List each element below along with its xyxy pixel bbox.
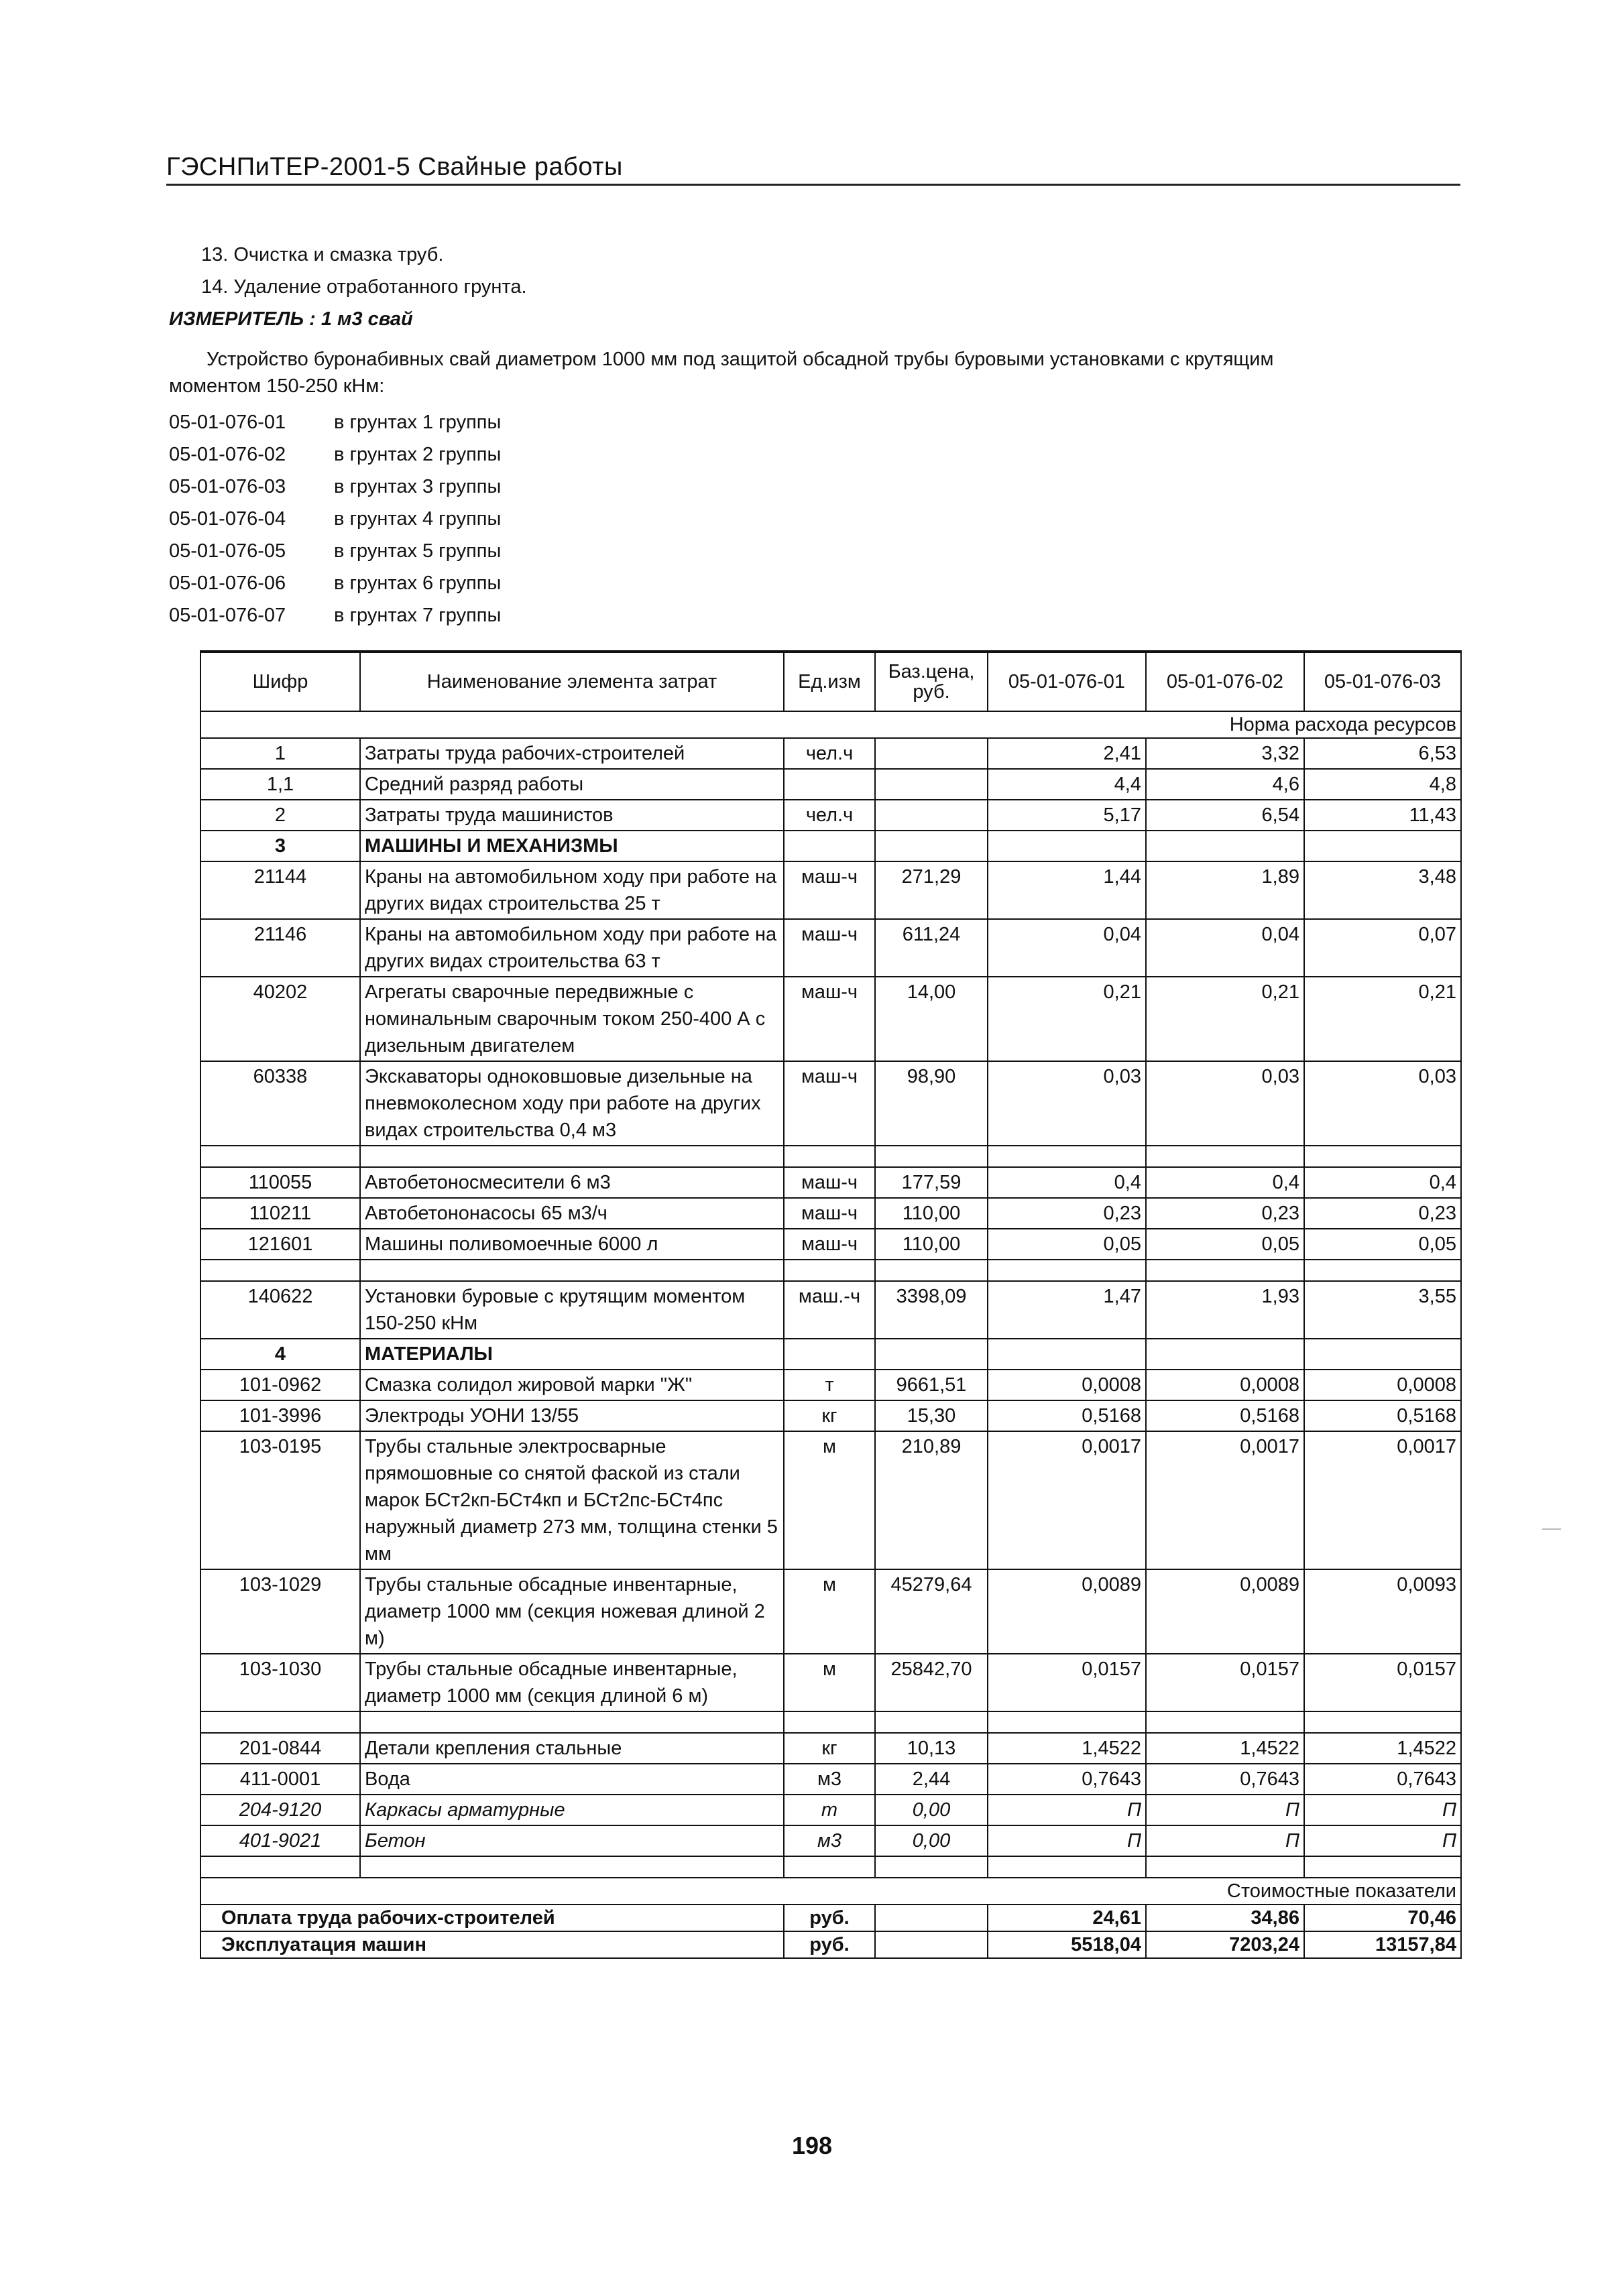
cell-value-1: 0,7643: [988, 1764, 1146, 1795]
spacer-cell: [200, 1146, 360, 1167]
cell-price: 210,89: [875, 1431, 988, 1569]
table-row: [200, 800, 1461, 831]
cell-price: [875, 738, 988, 769]
step-14: 14. Удаление отработанного грунта.: [201, 276, 527, 298]
cell-name: Каркасы арматурные: [360, 1795, 784, 1825]
cell-price: [875, 831, 988, 861]
cell-price: [875, 800, 988, 831]
cell-value-2: 3,32: [1146, 738, 1304, 769]
code: 05-01-076-05: [169, 540, 286, 562]
code: 05-01-076-03: [169, 476, 286, 497]
cell-value-1: 2,41: [988, 738, 1146, 769]
spacer-cell: [200, 1856, 360, 1878]
cell-shifr: 110055: [200, 1167, 360, 1198]
cell-shifr: 101-0962: [200, 1370, 360, 1400]
cell-unit: м3: [784, 1825, 875, 1856]
spacer-cell: [360, 1146, 784, 1167]
cell-value-1: 1,47: [988, 1281, 1146, 1339]
cell-value-3: 4,8: [1304, 769, 1461, 800]
cell-unit: м: [784, 1569, 875, 1654]
cell-price: 10,13: [875, 1733, 988, 1764]
code: 05-01-076-06: [169, 572, 286, 594]
cell-name: Установки буровые с крутящим моментом 150-250 кНм: [360, 1281, 784, 1339]
code-list-item: [169, 406, 1462, 438]
cell-shifr: 204-9120: [200, 1795, 360, 1825]
cost-price-empty: [875, 1905, 988, 1931]
cell-unit: м3: [784, 1764, 875, 1795]
cell-price: 2,44: [875, 1764, 988, 1795]
cell-unit: м: [784, 1431, 875, 1569]
cell-shifr: 140622: [200, 1281, 360, 1339]
cell-name: Электроды УОНИ 13/55: [360, 1400, 784, 1431]
cell-value-3: 0,23: [1304, 1198, 1461, 1229]
cell-value-2: П: [1146, 1795, 1304, 1825]
cell-shifr: 103-1029: [200, 1569, 360, 1654]
code-list-item: [169, 567, 1462, 599]
header-code-3: 05-01-076-03: [1304, 652, 1461, 711]
cell-price: 15,30: [875, 1400, 988, 1431]
code-label: в грунтах 7 группы: [334, 605, 502, 626]
cell-value-2: 4,6: [1146, 769, 1304, 800]
cost-name: Эксплуатация машин: [200, 1931, 784, 1958]
cell-name: Средний разряд работы: [360, 769, 784, 800]
cell-name: Экскаваторы одноковшовые дизельные на пневмоколесном ходу при работе на других видах строительства 0,4 м3: [360, 1061, 784, 1146]
cell-value-3: 0,0093: [1304, 1569, 1461, 1654]
cell-name: Краны на автомобильном ходу при работе на других видах строительства 25 т: [360, 861, 784, 919]
code-label: в грунтах 5 группы: [334, 540, 502, 562]
cell-shifr: 3: [200, 831, 360, 861]
cell-value-3: 6,53: [1304, 738, 1461, 769]
cell-name: Трубы стальные обсадные инвентарные, диаметр 1000 мм (секция длиной 6 м): [360, 1654, 784, 1711]
cell-value-3: 0,07: [1304, 919, 1461, 977]
cost-value-2: 34,86: [1146, 1905, 1304, 1931]
table-header-row: [200, 652, 1461, 711]
cell-value-1: 1,44: [988, 861, 1146, 919]
cell-value-2: 1,4522: [1146, 1733, 1304, 1764]
cell-unit: маш-ч: [784, 861, 875, 919]
cell-shifr: 21144: [200, 861, 360, 919]
header-code-2: 05-01-076-02: [1146, 652, 1304, 711]
table-row: [200, 977, 1461, 1061]
code: 05-01-076-07: [169, 605, 286, 626]
cell-name: Вода: [360, 1764, 784, 1795]
cell-shifr: 110211: [200, 1198, 360, 1229]
cell-shifr: 101-3996: [200, 1400, 360, 1431]
cell-value-3: [1304, 1339, 1461, 1370]
code-list-item: [169, 471, 1462, 503]
header-unit: Ед.изм: [784, 652, 875, 711]
code: 05-01-076-04: [169, 508, 286, 530]
spacer-cell: [1304, 1260, 1461, 1281]
cell-name: Трубы стальные электросварные прямошовные со снятой фаской из стали марок БСт2кп-БСт4кп и БСт2пс-БСт4пс наружный диаметр 273 мм, толщина стенки 5 мм: [360, 1431, 784, 1569]
step-13: 13. Очистка и смазка труб.: [201, 244, 444, 265]
cell-shifr: 60338: [200, 1061, 360, 1146]
cell-price: 0,00: [875, 1825, 988, 1856]
cost-row: [200, 1905, 1461, 1931]
cell-shifr: 4: [200, 1339, 360, 1370]
cell-value-2: 0,7643: [1146, 1764, 1304, 1795]
cell-value-2: 6,54: [1146, 800, 1304, 831]
header-name: Наименование элемента затрат: [360, 652, 784, 711]
cell-price: 3398,09: [875, 1281, 988, 1339]
cell-value-1: П: [988, 1825, 1146, 1856]
spacer-cell: [988, 1260, 1146, 1281]
cell-shifr: 411-0001: [200, 1764, 360, 1795]
measure-unit: ИЗМЕРИТЕЛЬ : 1 м3 свай: [169, 308, 413, 330]
cell-value-2: П: [1146, 1825, 1304, 1856]
cost-label-row: [200, 1878, 1461, 1905]
spacer-cell: [784, 1146, 875, 1167]
spacer-cell: [200, 1260, 360, 1281]
cell-unit: маш-ч: [784, 1198, 875, 1229]
cost-label: Стоимостные показатели: [200, 1878, 1461, 1905]
cell-unit: маш-ч: [784, 919, 875, 977]
cell-name: Детали крепления стальные: [360, 1733, 784, 1764]
cell-value-2: 1,93: [1146, 1281, 1304, 1339]
cell-value-1: 0,0008: [988, 1370, 1146, 1400]
cell-shifr: 40202: [200, 977, 360, 1061]
cell-shifr: 121601: [200, 1229, 360, 1260]
cell-shifr: 201-0844: [200, 1733, 360, 1764]
page-number: 198: [791, 2132, 833, 2159]
spacer-row: [200, 1711, 1461, 1733]
header-shifr: Шифр: [200, 652, 360, 711]
table-row: [200, 769, 1461, 800]
cell-value-1: 0,0017: [988, 1431, 1146, 1569]
code-list-item: [169, 599, 1462, 631]
cell-name: Бетон: [360, 1825, 784, 1856]
cell-value-2: 0,4: [1146, 1167, 1304, 1198]
cell-unit: кг: [784, 1400, 875, 1431]
cell-value-2: [1146, 1339, 1304, 1370]
norm-label-row: [200, 711, 1461, 738]
cell-value-1: 0,0089: [988, 1569, 1146, 1654]
cell-unit: чел.ч: [784, 738, 875, 769]
header-divider: [166, 184, 1460, 186]
cell-value-2: 0,5168: [1146, 1400, 1304, 1431]
cell-value-1: 0,4: [988, 1167, 1146, 1198]
cell-value-3: 1,4522: [1304, 1733, 1461, 1764]
table-row: [200, 861, 1461, 919]
cell-shifr: 2: [200, 800, 360, 831]
cost-unit: руб.: [784, 1905, 875, 1931]
cell-unit: [784, 1339, 875, 1370]
cell-value-3: 11,43: [1304, 800, 1461, 831]
cell-price: [875, 1339, 988, 1370]
cell-unit: м: [784, 1654, 875, 1711]
cell-shifr: 1: [200, 738, 360, 769]
code-list-item: [169, 438, 1462, 471]
spacer-cell: [1146, 1146, 1304, 1167]
spacer-cell: [360, 1856, 784, 1878]
cell-name: Затраты труда машинистов: [360, 800, 784, 831]
table-row: [200, 1764, 1461, 1795]
cell-value-3: 0,21: [1304, 977, 1461, 1061]
spacer-cell: [875, 1856, 988, 1878]
table-row: [200, 738, 1461, 769]
cell-name: Трубы стальные обсадные инвентарные, диаметр 1000 мм (секция ножевая длиной 2 м): [360, 1569, 784, 1654]
cell-value-1: 4,4: [988, 769, 1146, 800]
spacer-cell: [988, 1856, 1146, 1878]
cell-value-1: 0,23: [988, 1198, 1146, 1229]
resource-table: [200, 650, 1462, 1959]
spacer-cell: [360, 1260, 784, 1281]
cell-unit: маш.-ч: [784, 1281, 875, 1339]
cell-value-3: П: [1304, 1795, 1461, 1825]
table-body: [200, 711, 1461, 1958]
cost-value-3: 13157,84: [1304, 1931, 1461, 1958]
description-line-1: Устройство буронабивных свай диаметром 1000 мм под защитой обсадной трубы буровыми установками с крутящим: [207, 349, 1274, 370]
cell-name: МАТЕРИАЛЫ: [360, 1339, 784, 1370]
cell-price: 0,00: [875, 1795, 988, 1825]
cell-value-3: 0,7643: [1304, 1764, 1461, 1795]
cell-value-1: 0,0157: [988, 1654, 1146, 1711]
cell-price: 14,00: [875, 977, 988, 1061]
page-header-title: ГЭСНПиТЕР-2001-5 Свайные работы: [166, 153, 623, 181]
cell-price: 25842,70: [875, 1654, 988, 1711]
cell-value-2: 0,04: [1146, 919, 1304, 977]
table-row: [200, 1339, 1461, 1370]
cell-unit: маш-ч: [784, 1229, 875, 1260]
cell-price: 98,90: [875, 1061, 988, 1146]
cost-value-1: 24,61: [988, 1905, 1146, 1931]
cell-value-1: 5,17: [988, 800, 1146, 831]
cell-price: 271,29: [875, 861, 988, 919]
cell-name: Автобетоносмесители 6 м3: [360, 1167, 784, 1198]
cost-price-empty: [875, 1931, 988, 1958]
cell-price: [875, 769, 988, 800]
cell-value-2: 0,0008: [1146, 1370, 1304, 1400]
cell-value-3: 0,0008: [1304, 1370, 1461, 1400]
spacer-cell: [875, 1260, 988, 1281]
table-row: [200, 831, 1461, 861]
cell-shifr: 401-9021: [200, 1825, 360, 1856]
spacer-cell: [988, 1711, 1146, 1733]
cell-value-2: 0,05: [1146, 1229, 1304, 1260]
cell-value-2: 0,0157: [1146, 1654, 1304, 1711]
cost-value-3: 70,46: [1304, 1905, 1461, 1931]
cell-shifr: 103-1030: [200, 1654, 360, 1711]
cell-value-1: 0,05: [988, 1229, 1146, 1260]
spacer-row: [200, 1260, 1461, 1281]
description-line-2: моментом 150-250 кНм:: [169, 375, 385, 397]
cell-value-1: [988, 1339, 1146, 1370]
spacer-cell: [1146, 1260, 1304, 1281]
spacer-cell: [1304, 1856, 1461, 1878]
cost-unit: руб.: [784, 1931, 875, 1958]
header-code-1: 05-01-076-01: [988, 652, 1146, 711]
cost-name: Оплата труда рабочих-строителей: [200, 1905, 784, 1931]
table-row: [200, 1370, 1461, 1400]
cell-unit: маш-ч: [784, 977, 875, 1061]
cell-value-3: 0,5168: [1304, 1400, 1461, 1431]
spacer-cell: [200, 1711, 360, 1733]
spacer-cell: [988, 1146, 1146, 1167]
code-label: в грунтах 6 группы: [334, 572, 502, 594]
cost-row: [200, 1931, 1461, 1958]
intro-section: [169, 239, 1462, 631]
cell-name: МАШИНЫ И МЕХАНИЗМЫ: [360, 831, 784, 861]
norm-label: Норма расхода ресурсов: [200, 711, 1461, 738]
code: 05-01-076-01: [169, 412, 286, 433]
cell-name: Агрегаты сварочные передвижные с номинальным сварочным током 250-400 А с дизельным двигателем: [360, 977, 784, 1061]
cell-unit: т: [784, 1795, 875, 1825]
spacer-cell: [360, 1711, 784, 1733]
table-row: [200, 1167, 1461, 1198]
cell-price: 45279,64: [875, 1569, 988, 1654]
cell-value-3: 0,0017: [1304, 1431, 1461, 1569]
table-row: [200, 1400, 1461, 1431]
code-label: в грунтах 4 группы: [334, 508, 502, 530]
spacer-cell: [1146, 1711, 1304, 1733]
table-row: [200, 1061, 1461, 1146]
cell-unit: кг: [784, 1733, 875, 1764]
table-row: [200, 1569, 1461, 1654]
spacer-row: [200, 1146, 1461, 1167]
cell-unit: т: [784, 1370, 875, 1400]
cell-value-3: 0,03: [1304, 1061, 1461, 1146]
code-label: в грунтах 1 группы: [334, 412, 502, 433]
cell-value-3: П: [1304, 1825, 1461, 1856]
cell-name: Смазка солидол жировой марки "Ж": [360, 1370, 784, 1400]
work-description: [169, 346, 1462, 400]
cell-value-1: [988, 831, 1146, 861]
cell-name: Затраты труда рабочих-строителей: [360, 738, 784, 769]
table-row: [200, 1733, 1461, 1764]
spacer-cell: [784, 1260, 875, 1281]
cost-value-1: 5518,04: [988, 1931, 1146, 1958]
cell-value-3: 0,4: [1304, 1167, 1461, 1198]
table-row: [200, 1795, 1461, 1825]
code-list: [169, 406, 1462, 631]
cell-name: Машины поливомоечные 6000 л: [360, 1229, 784, 1260]
cell-value-2: 0,21: [1146, 977, 1304, 1061]
cell-value-1: П: [988, 1795, 1146, 1825]
spacer-cell: [875, 1146, 988, 1167]
cell-unit: [784, 831, 875, 861]
spacer-cell: [784, 1856, 875, 1878]
spacer-cell: [875, 1711, 988, 1733]
cell-value-2: 0,0089: [1146, 1569, 1304, 1654]
cell-value-2: 0,23: [1146, 1198, 1304, 1229]
cell-price: 110,00: [875, 1229, 988, 1260]
cell-value-1: 0,5168: [988, 1400, 1146, 1431]
cell-value-1: 1,4522: [988, 1733, 1146, 1764]
header-price: Баз.цена, руб.: [875, 652, 988, 711]
cell-unit: маш-ч: [784, 1061, 875, 1146]
code-list-item: [169, 503, 1462, 535]
cell-value-3: 3,48: [1304, 861, 1461, 919]
table-row: [200, 1198, 1461, 1229]
table-row: [200, 1431, 1461, 1569]
cell-value-3: 0,0157: [1304, 1654, 1461, 1711]
table-row: [200, 1281, 1461, 1339]
cell-shifr: 103-0195: [200, 1431, 360, 1569]
cell-name: Краны на автомобильном ходу при работе на других видах строительства 63 т: [360, 919, 784, 977]
cell-value-2: 0,0017: [1146, 1431, 1304, 1569]
spacer-cell: [1304, 1146, 1461, 1167]
cell-name: Автобетононасосы 65 м3/ч: [360, 1198, 784, 1229]
table-row: [200, 1229, 1461, 1260]
cell-price: 611,24: [875, 919, 988, 977]
spacer-cell: [1304, 1711, 1461, 1733]
cell-value-1: 0,03: [988, 1061, 1146, 1146]
spacer-cell: [784, 1711, 875, 1733]
cell-value-2: 0,03: [1146, 1061, 1304, 1146]
cell-value-1: 0,21: [988, 977, 1146, 1061]
cell-shifr: 1,1: [200, 769, 360, 800]
cell-unit: маш-ч: [784, 1167, 875, 1198]
cell-value-3: 3,55: [1304, 1281, 1461, 1339]
table-row: [200, 919, 1461, 977]
cell-shifr: 21146: [200, 919, 360, 977]
cell-value-2: 1,89: [1146, 861, 1304, 919]
table-row: [200, 1654, 1461, 1711]
cell-value-3: 0,05: [1304, 1229, 1461, 1260]
cost-value-2: 7203,24: [1146, 1931, 1304, 1958]
cell-price: 110,00: [875, 1198, 988, 1229]
cell-value-3: [1304, 831, 1461, 861]
scan-artifact: [1542, 1528, 1561, 1530]
cell-price: 9661,51: [875, 1370, 988, 1400]
cell-value-2: [1146, 831, 1304, 861]
cell-unit: [784, 769, 875, 800]
cell-value-1: 0,04: [988, 919, 1146, 977]
code-label: в грунтах 3 группы: [334, 476, 502, 497]
code: 05-01-076-02: [169, 444, 286, 465]
spacer-row: [200, 1856, 1461, 1878]
cell-price: 177,59: [875, 1167, 988, 1198]
spacer-cell: [1146, 1856, 1304, 1878]
cell-unit: чел.ч: [784, 800, 875, 831]
code-list-item: [169, 535, 1462, 567]
code-label: в грунтах 2 группы: [334, 444, 502, 465]
table-row: [200, 1825, 1461, 1856]
